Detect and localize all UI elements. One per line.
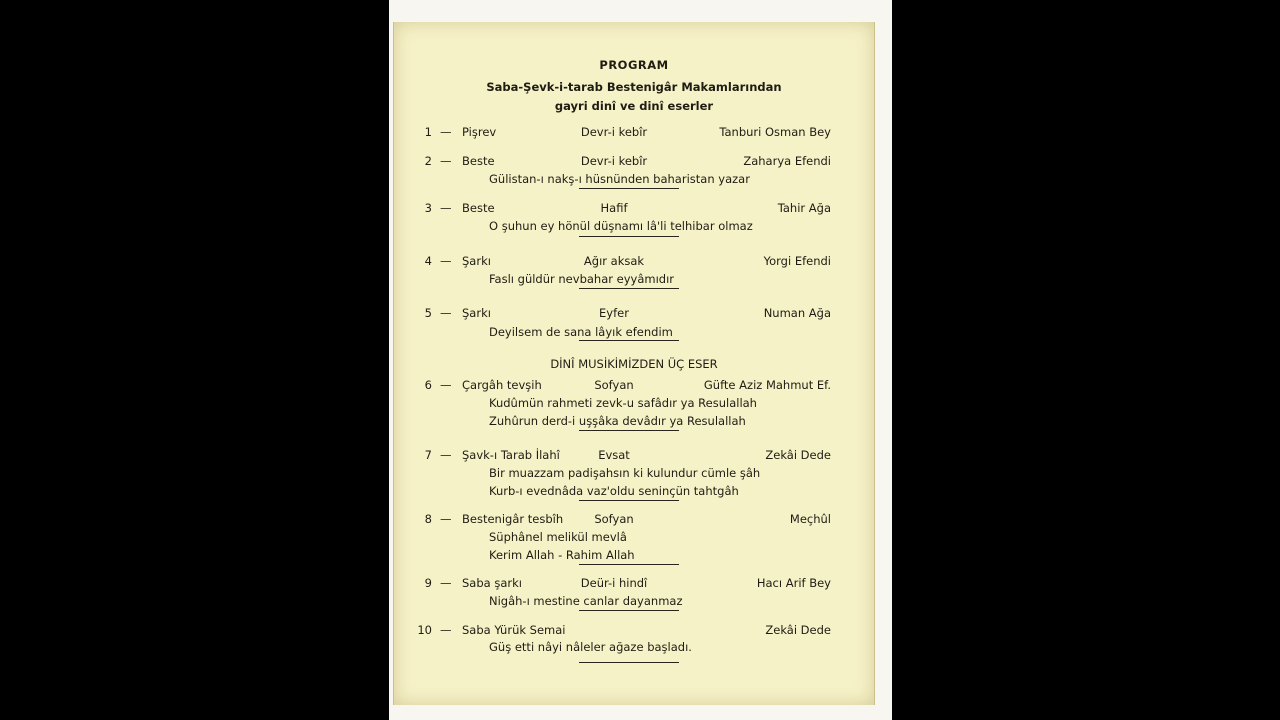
item-divider — [579, 288, 679, 289]
item-form: Saba Yürük Semai — [462, 623, 566, 637]
item-lyric: Güş etti nâyi nâleler ağaze başladı. — [489, 640, 692, 654]
item-number: 7 — [424, 448, 432, 462]
item-form: Şarkı — [462, 306, 491, 320]
item-form: Bestenigâr tesbîh — [462, 512, 564, 526]
item-form: Çargâh tevşih — [462, 378, 542, 392]
item-divider — [579, 564, 679, 565]
item-lyric: Süphânel melikül mevlâ — [489, 530, 627, 544]
item-composer: Yorgi Efendi — [763, 254, 831, 268]
item-makam: Sofyan — [594, 378, 634, 392]
item-number: 4 — [424, 254, 432, 268]
item-composer: Tanburi Osman Bey — [719, 125, 831, 139]
item-divider — [579, 430, 679, 431]
item-divider — [579, 340, 679, 341]
item-composer: Numan Ağa — [763, 306, 831, 320]
item-divider — [579, 236, 679, 237]
program-sheet — [393, 22, 875, 705]
program-item — [394, 254, 874, 270]
item-number: 3 — [424, 201, 432, 215]
item-dash: — — [440, 448, 452, 462]
item-divider — [579, 188, 679, 189]
item-composer: Meçhûl — [789, 512, 831, 526]
item-composer: Zaharya Efendi — [743, 154, 831, 168]
program-title: PROGRAM — [599, 58, 669, 72]
program-item — [394, 576, 874, 592]
item-form: Şarkı — [462, 254, 491, 268]
item-form: Beste — [462, 201, 495, 215]
item-makam: Devr-i kebîr — [580, 154, 648, 168]
item-lyric: Kudûmün rahmeti zevk-u safâdır ya Resulallah — [489, 396, 757, 410]
program-item — [394, 378, 874, 394]
item-composer: Hacı Arif Bey — [756, 576, 831, 590]
item-lyric: Faslı güldür nevbahar eyyâmıdır — [489, 272, 674, 286]
item-number: 8 — [424, 512, 432, 526]
item-lyric: Kerim Allah - Rahim Allah — [489, 548, 635, 562]
program-item — [394, 448, 874, 464]
item-lyric: O şuhun ey hönül düşnamı lâ'li telhibar olmaz — [489, 219, 753, 233]
program-item — [394, 512, 874, 528]
item-dash: — — [440, 254, 452, 268]
program-item — [394, 306, 874, 322]
item-dash: — — [440, 201, 452, 215]
item-number: 10 — [417, 623, 432, 637]
item-dash: — — [440, 378, 452, 392]
item-makam: Eyfer — [599, 306, 629, 320]
program-item — [394, 201, 874, 217]
program-item — [394, 623, 874, 639]
item-makam: Hafif — [600, 201, 628, 215]
item-divider — [579, 662, 679, 663]
program-item — [394, 125, 874, 141]
item-dash: — — [440, 125, 452, 139]
item-number: 2 — [424, 154, 432, 168]
item-number: 9 — [424, 576, 432, 590]
item-form: Pişrev — [462, 125, 497, 139]
item-composer: Güfte Aziz Mahmut Ef. — [703, 378, 831, 392]
program-item — [394, 154, 874, 170]
section-heading: DİNÎ MUSİKİMİZDEN ÜÇ ESER — [550, 357, 718, 371]
item-lyric: Bir muazzam padişahsın ki kulundur cümle şâh — [489, 466, 761, 480]
item-dash: — — [440, 154, 452, 168]
item-dash: — — [440, 623, 452, 637]
item-form: Beste — [462, 154, 495, 168]
item-lyric: Gülistan-ı nakş-ı hüsnünden baharistan yazar — [489, 172, 750, 186]
item-number: 5 — [424, 306, 432, 320]
item-divider — [579, 610, 679, 611]
item-dash: — — [440, 306, 452, 320]
item-dash: — — [440, 576, 452, 590]
item-makam: Ağır aksak — [583, 254, 645, 268]
item-lyric: Deyilsem de sana lâyık efendim — [489, 325, 673, 339]
item-form: Şavk-ı Tarab İlahî — [462, 448, 560, 462]
item-makam: Sofyan — [594, 512, 634, 526]
item-composer: Tahir Ağa — [777, 201, 831, 215]
item-number: 1 — [424, 125, 432, 139]
item-makam: Evsat — [598, 448, 630, 462]
item-number: 6 — [424, 378, 432, 392]
item-makam: Devr-i kebîr — [580, 125, 648, 139]
item-dash: — — [440, 512, 452, 526]
item-lyric: Nigâh-ı mestine canlar dayanmaz — [489, 594, 683, 608]
program-subtitle-1: Saba-Şevk-i-tarab Bestenigâr Makamlarından — [486, 80, 782, 94]
item-lyric: Zuhûrun derd-i uşşâka devâdır ya Resulallah — [489, 414, 746, 428]
item-makam: Deür-i hindî — [580, 576, 648, 590]
item-composer: Zekâi Dede — [765, 623, 831, 637]
item-form: Saba şarkı — [462, 576, 522, 590]
item-divider — [579, 500, 679, 501]
item-lyric: Kurb-ı evednâda vaz'oldu seninçün tahtgâh — [489, 484, 739, 498]
item-composer: Zekâi Dede — [765, 448, 831, 462]
program-subtitle-2: gayri dinî ve dinî eserler — [554, 99, 714, 113]
